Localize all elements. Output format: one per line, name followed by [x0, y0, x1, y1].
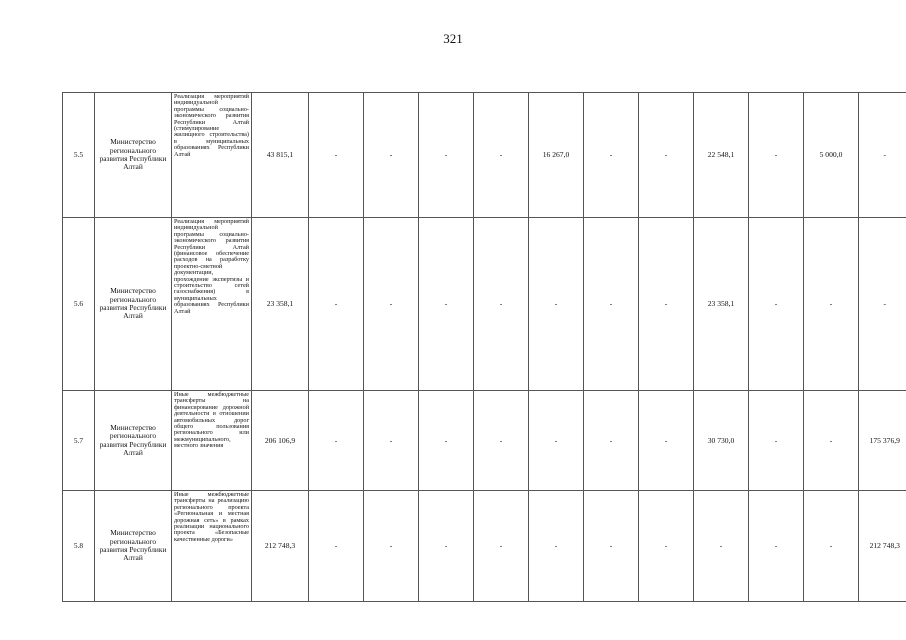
value-cell: -	[749, 218, 804, 391]
page-number: 321	[443, 31, 463, 46]
value-cell: -	[804, 491, 859, 602]
description-cell: Реализация мероприятий индивидуальной программы социально-экономического развития Республики Алтай (финансовое обеспечение расходов на разработку проектно-сметной документации, прохождение экспертизы и строительство сетей газоснабжения) в муниципальных образованиях Республики Алтай	[172, 218, 252, 391]
description-cell: Иные межбюджетные трансферты на реализацию регионального проекта «Региональная и местная дорожная сеть» в рамках реализации национального проекта «Безопасные качественные дороги»	[172, 491, 252, 602]
value-cell: -	[419, 218, 474, 391]
total-cell: 206 106,9	[252, 391, 309, 491]
row-number-cell: 5.7	[63, 391, 95, 491]
value-cell: -	[529, 391, 584, 491]
ministry-cell: Министерство регионального развития Республики Алтай	[95, 218, 172, 391]
value-cell: -	[804, 218, 859, 391]
total-cell: 43 815,1	[252, 93, 309, 218]
value-cell: 22 548,1	[694, 93, 749, 218]
value-cell: -	[364, 491, 419, 602]
value-cell: 23 358,1	[694, 218, 749, 391]
row-number-cell: 5.6	[63, 218, 95, 391]
value-cell: -	[639, 218, 694, 391]
value-cell: -	[749, 93, 804, 218]
value-cell: -	[309, 93, 364, 218]
value-cell: -	[859, 93, 906, 218]
value-cell: -	[474, 391, 529, 491]
value-cell: -	[419, 391, 474, 491]
value-cell: -	[529, 491, 584, 602]
ministry-cell: Министерство регионального развития Республики Алтай	[95, 391, 172, 491]
budget-table	[62, 92, 906, 602]
value-cell: -	[639, 391, 694, 491]
table-row	[63, 391, 906, 491]
row-number-cell: 5.5	[63, 93, 95, 218]
description-cell: Иные межбюджетные трансферты на финансирование дорожной деятельности в отношении автомобильных дорог общего пользования регионального или межмуниципального, местного значения	[172, 391, 252, 491]
value-cell: -	[419, 93, 474, 218]
value-cell: -	[749, 391, 804, 491]
value-cell: -	[584, 491, 639, 602]
ministry-cell: Министерство регионального развития Республики Алтай	[95, 491, 172, 602]
value-cell: -	[694, 491, 749, 602]
value-cell: -	[474, 93, 529, 218]
value-cell: -	[529, 218, 584, 391]
value-cell: 30 730,0	[694, 391, 749, 491]
value-cell: -	[584, 218, 639, 391]
value-cell: -	[584, 93, 639, 218]
value-cell: -	[474, 218, 529, 391]
value-cell: -	[639, 93, 694, 218]
value-cell: -	[584, 391, 639, 491]
table-row	[63, 218, 906, 391]
value-cell: 5 000,0	[804, 93, 859, 218]
value-cell: -	[309, 218, 364, 391]
value-cell: -	[804, 391, 859, 491]
total-cell: 23 358,1	[252, 218, 309, 391]
ministry-cell: Министерство регионального развития Республики Алтай	[95, 93, 172, 218]
value-cell: -	[364, 93, 419, 218]
value-cell: 212 748,3	[859, 491, 906, 602]
value-cell: -	[309, 391, 364, 491]
value-cell: 175 376,9	[859, 391, 906, 491]
table-row	[63, 93, 906, 218]
description-cell: Реализация мероприятий индивидуальной программы социально-экономического развития Республики Алтай (стимулирование жилищного строительства) в муниципальных образованиях Республики Алтай	[172, 93, 252, 218]
row-number-cell: 5.8	[63, 491, 95, 602]
total-cell: 212 748,3	[252, 491, 309, 602]
value-cell: -	[364, 218, 419, 391]
value-cell: -	[749, 491, 804, 602]
table-row	[63, 491, 906, 602]
value-cell: -	[474, 491, 529, 602]
value-cell: -	[364, 391, 419, 491]
value-cell: -	[309, 491, 364, 602]
value-cell: -	[859, 218, 906, 391]
value-cell: -	[419, 491, 474, 602]
value-cell: 16 267,0	[529, 93, 584, 218]
value-cell: -	[639, 491, 694, 602]
